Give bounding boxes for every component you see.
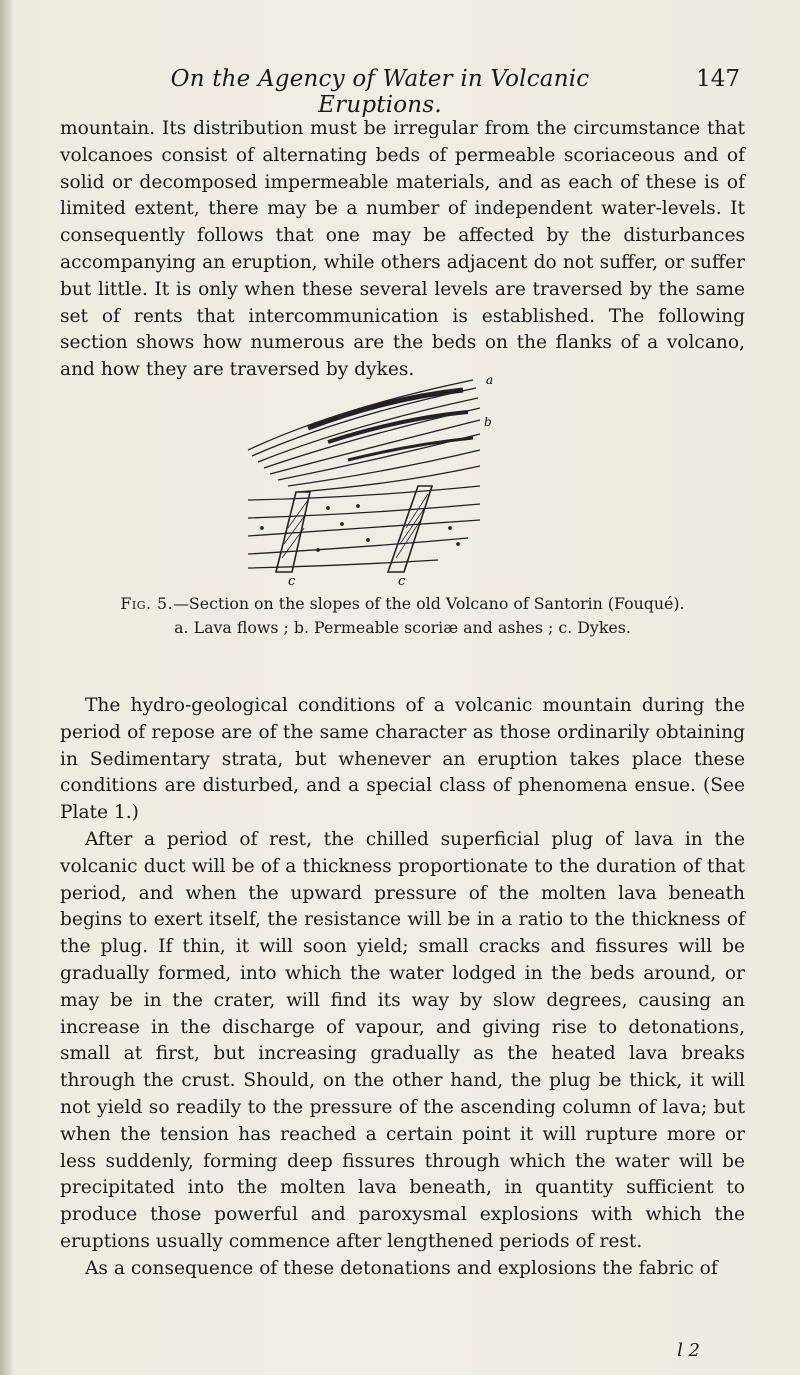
running-head	[60, 66, 740, 118]
paragraph-2: The hydro-geological conditions of a volcanic mountain during the period of repose are of the same character as those ordinarily obtaining in Sedimentary strata, but whenever an eruption takes place these conditions are disturbed, and a special class of phenomena ensue. (See Plate 1.)	[60, 695, 745, 824]
paragraph-3: After a period of rest, the chilled superficial plug of lava in the volcanic duct will be of a thickness proportionate to the duration of that period, and when the upward pressure of the molten lava beneath begins to exert itself, the resistance will be in a ratio to the thickness of the plug. If thin, it will soon yield; small cracks and fissures will be gradually formed, into which the water lodged in the beds around, or may be in the crater, will find its way by slow degrees, causing an increase in the discharge of vapour, and giving rise to detonations, small at first, but increasing gradually as the heated lava breaks through the crust. Should, on the other hand, the plug be thick, it will not yield so readily to the pressure of the ascending column of lava; but when the tension has reached a certain point it will rupture more or less suddenly, forming deep fissures through which the water will be precipitated into the molten lava beneath, in quantity sufficient to produce those powerful and paroxysmal explosions with which the eruptions usually commence after lengthened periods of rest.	[60, 828, 745, 1252]
figure-label-c-left: c	[288, 574, 296, 586]
paragraph-1-text: mountain. Its distribution must be irregular from the circumstance that volcanoes consist of alternating beds of permeable scoriaceous and of solid or decomposed impermeable materials, and as each of these is of limited extent, there may be a number of independent water-levels. It consequently follows that one may be affected by the disturbances accompanying an eruption, while others adjacent do not suffer, or suffer but little. It is only when these several levels are traversed by the same set of rents that intercommunication is established. The following section shows how numerous are the beds on the flanks of a volcano, and how they are traversed by dykes.	[60, 118, 745, 381]
signature-mark: l 2	[677, 1340, 700, 1361]
page-edge-shadow	[0, 0, 14, 1375]
figure-label-a: a	[486, 373, 494, 387]
figure-caption-text: —Section on the slopes of the old Volcano of Santorin (Fouqué).	[173, 594, 685, 613]
page-number: 147	[696, 66, 740, 92]
main-text	[60, 693, 745, 1283]
paragraph-1	[60, 116, 745, 384]
figure-label-c-right: c	[398, 574, 406, 586]
paragraph-4: As a consequence of these detonations and explosions the fabric of	[85, 1257, 718, 1279]
figure-label-b: b	[484, 415, 492, 429]
running-title: On the Agency of Water in Volcanic Eruptions.	[170, 66, 590, 118]
figure-caption-title	[60, 592, 745, 616]
figure-caption-label: Fig. 5.	[120, 594, 174, 613]
figure-caption	[60, 592, 745, 640]
figure-caption-legend: a. Lava flows ; b. Permeable scoriæ and ashes ; c. Dykes.	[174, 618, 631, 637]
figure-5-section-diagram	[218, 368, 518, 586]
